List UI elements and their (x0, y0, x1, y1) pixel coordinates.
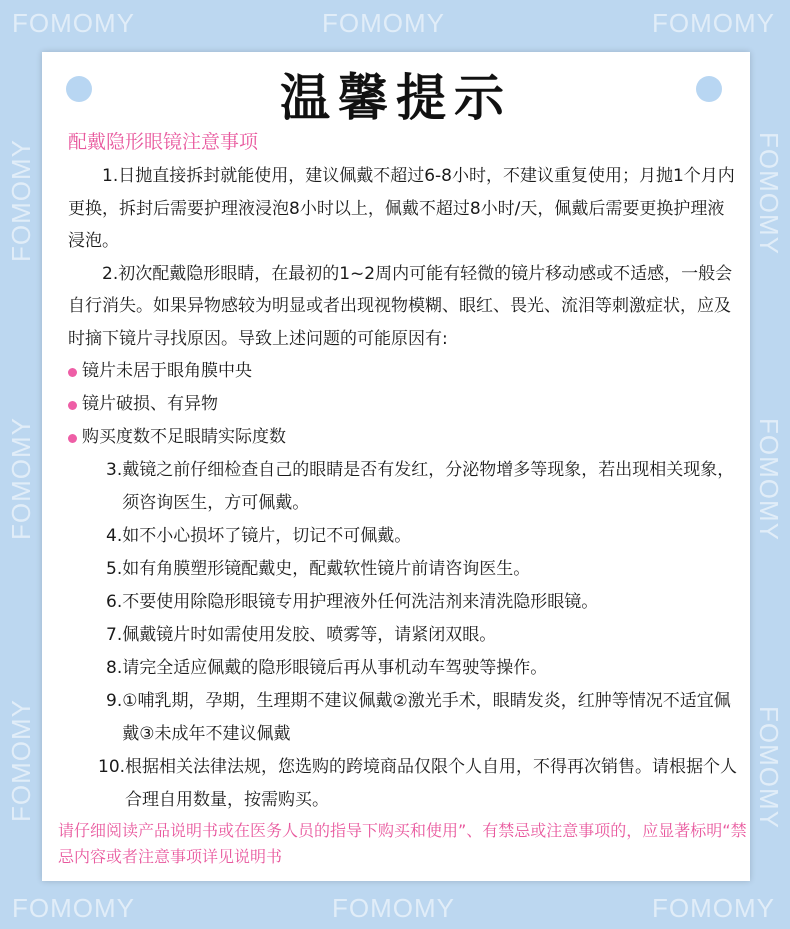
bullet-dot-icon (68, 434, 77, 443)
numbered-item-4 (68, 520, 738, 553)
item-text: 佩戴镜片时如需使用发胶、喷雾等，请紧闭双眼。 (122, 625, 497, 645)
numbered-item-8 (68, 652, 738, 685)
item-number: 7. (106, 625, 123, 645)
watermark: FOMOMY (12, 8, 135, 38)
item-text: 如不小心损坏了镜片，切记不可佩戴。 (122, 526, 412, 546)
bullet-text: 镜片未居于眼角膜中央 (82, 361, 252, 381)
numbered-item-7 (68, 619, 738, 652)
item-number: 4. (106, 526, 123, 546)
item-text: ①哺乳期，孕期，生理期不建议佩戴②激光手术，眼睛发炎，红肿等情况不适宜佩戴③未成年不建议佩戴 (122, 691, 731, 744)
bullet-item (68, 355, 738, 388)
item-text: 请完全适应佩戴的隐形眼镜后再从事机动车驾驶等操作。 (122, 658, 548, 678)
paragraph-2: 2.初次配戴隐形眼睛，在最初的1~2周内可能有轻微的镜片移动感或不适感，一般会自行消失。如果异物感较为明显或者出现视物模糊、眼红、畏光、流泪等刺激症状，应及时摘下镜片寻找原因。导致上述问题的可能原因有: (68, 263, 733, 349)
section-subtitle: 配戴隐形眼镜注意事项 (68, 131, 259, 153)
item-number: 3. (106, 460, 123, 480)
page-title: 温馨提示 (280, 69, 512, 127)
item-number: 10. (98, 757, 126, 777)
item-number: 5. (106, 559, 123, 579)
footer-warning: 请仔细阅读产品说明书或在医务人员的指导下购买和使用”、有禁忌或注意事项的，应显著标明“禁忌内容或者注意事项详见说明书 (58, 821, 747, 866)
bullet-item (68, 421, 738, 454)
watermark: FOMOMY (6, 417, 36, 540)
watermark: FOMOMY (6, 139, 36, 262)
item-text: 戴镜之前仔细检查自己的眼睛是否有发红，分泌物增多等现象，若出现相关现象，须咨询医生，方可佩戴。 (122, 460, 735, 513)
watermark: FOMOMY (12, 893, 135, 923)
numbered-item-9 (68, 685, 738, 751)
notice-card (42, 52, 750, 881)
bullet-text: 镜片破损、有异物 (82, 394, 218, 414)
paragraph-1: 1.日抛直接拆封就能使用，建议佩戴不超过6-8小时，不建议重复使用；月抛1个月内更换，拆封后需要护理液浸泡8小时以上，佩戴不超过8小时/天，佩戴后需要更换护理液浸泡。 (68, 166, 735, 251)
bullet-item (68, 388, 738, 421)
item-text: 如有角膜塑形镜配戴史，配戴软性镜片前请咨询医生。 (122, 559, 531, 579)
watermark: FOMOMY (754, 706, 784, 829)
numbered-item-3 (68, 454, 738, 520)
watermark: FOMOMY (754, 418, 784, 541)
watermark: FOMOMY (652, 8, 775, 38)
notice-content (68, 130, 738, 817)
numbered-item-6 (68, 586, 738, 619)
item-number: 6. (106, 592, 123, 612)
watermark: FOMOMY (652, 893, 775, 923)
numbered-item-10 (68, 751, 738, 817)
item-number: 9. (106, 691, 123, 711)
item-text: 不要使用除隐形眼镜专用护理液外任何洗洁剂来清洗隐形眼镜。 (122, 592, 599, 612)
bullet-text: 购买度数不足眼睛实际度数 (82, 427, 286, 447)
numbered-item-5 (68, 553, 738, 586)
watermark: FOMOMY (6, 699, 36, 822)
watermark: FOMOMY (332, 893, 455, 923)
bullet-dot-icon (68, 401, 77, 410)
item-text: 根据相关法律法规，您选购的跨境商品仅限个人自用，不得再次销售。请根据个人合理自用数量，按需购买。 (125, 757, 738, 810)
item-number: 8. (106, 658, 123, 678)
watermark: FOMOMY (322, 8, 445, 38)
bullet-dot-icon (68, 368, 77, 377)
watermark: FOMOMY (754, 132, 784, 255)
